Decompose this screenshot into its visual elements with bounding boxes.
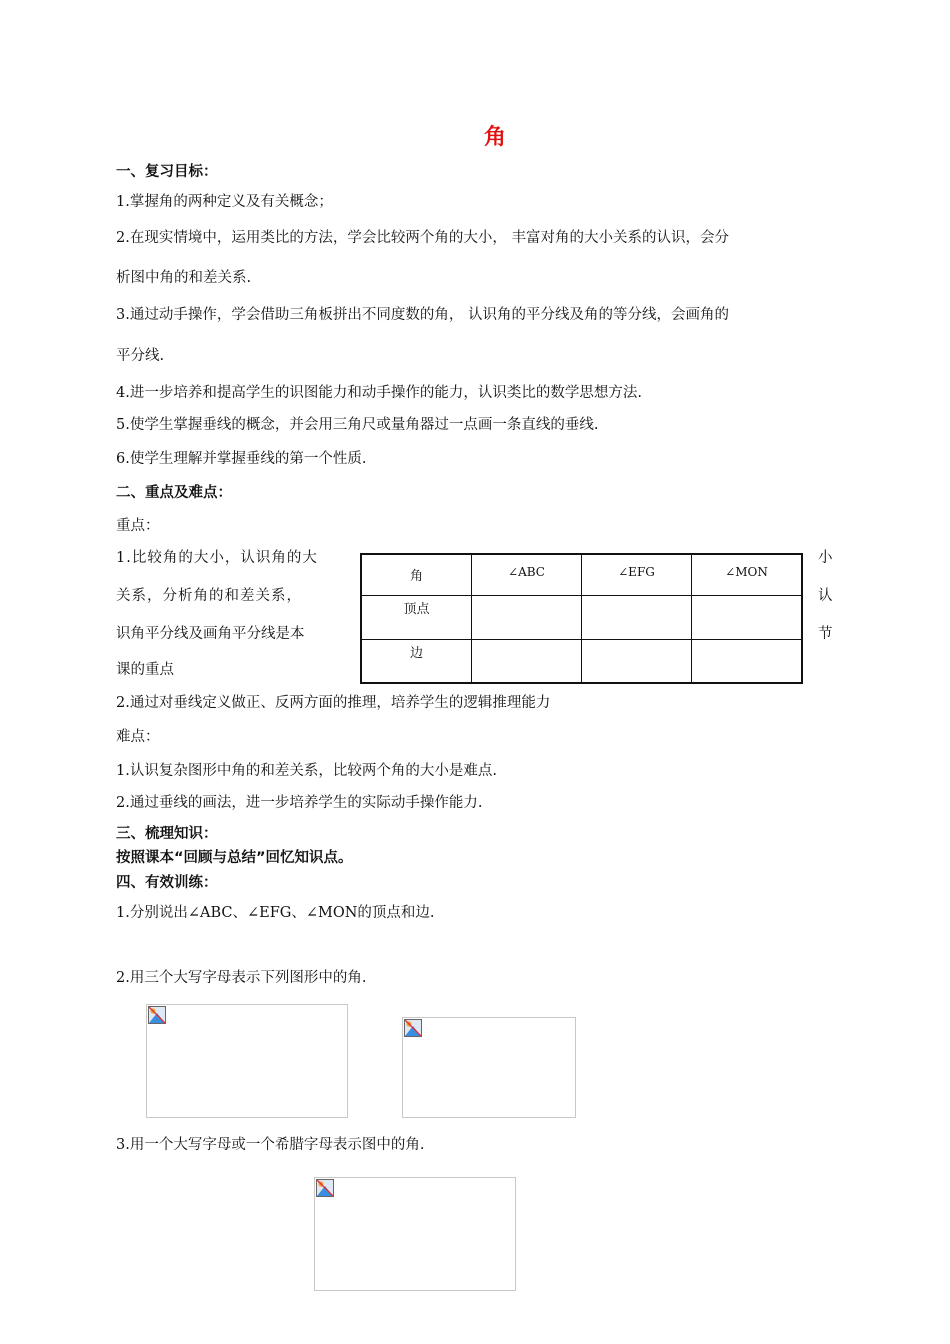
goal-item: 3.通过动手操作，学会借助三角板拼出不同度数的角， 认识角的平分线及角的等分线，会画角的	[116, 307, 729, 323]
broken-image-icon	[404, 1019, 422, 1037]
key-point-1-line: 1.比较角的大小，认识角的大	[116, 550, 318, 566]
exercise-1: 1.分别说出∠ABC、∠EFG、∠MON的顶点和边.	[116, 905, 435, 921]
key-point-1-wrap: 认	[818, 588, 833, 604]
table-header-cell: 角	[361, 554, 472, 596]
key-point-1-line: 识角平分线及画角平分线是本	[116, 626, 305, 642]
table-row	[361, 640, 802, 684]
broken-image-icon	[316, 1179, 334, 1197]
difficult-point-2: 2.通过垂线的画法，进一步培养学生的实际动手操作能力.	[116, 795, 483, 811]
key-point-1-line: 关系，分析角的和差关系，	[116, 588, 302, 604]
goal-item: 5.使学生掌握垂线的概念，并会用三角尺或量角器过一点画一条直线的垂线.	[116, 417, 599, 433]
table-cell	[582, 596, 692, 640]
exercise-2: 2.用三个大写字母表示下列图形中的角.	[116, 970, 367, 986]
key-point-1-line: 课的重点	[116, 662, 174, 678]
figure-placeholder	[146, 1004, 348, 1118]
difficult-points-label: 难点：	[116, 729, 160, 745]
table-cell	[472, 596, 582, 640]
table-cell	[692, 596, 803, 640]
page-title: 角	[483, 125, 506, 150]
table-header-cell: ∠EFG	[582, 554, 692, 596]
key-point-2: 2.通过对垂线定义做正、反两方面的推理，培养学生的逻辑推理能力	[116, 695, 551, 711]
key-points-label: 重点：	[116, 518, 160, 534]
table-header-cell: ∠MON	[692, 554, 803, 596]
goal-item: 1.掌握角的两种定义及有关概念；	[116, 194, 333, 210]
key-point-1-wrap: 节	[818, 626, 833, 642]
section3-heading: 三、梳理知识：	[116, 826, 218, 842]
table-cell: 顶点	[361, 596, 472, 640]
table-cell	[692, 640, 803, 684]
goal-item: 平分线.	[116, 348, 165, 364]
goal-item: 2.在现实情境中，运用类比的方法，学会比较两个角的大小， 丰富对角的大小关系的认识，会分	[116, 230, 729, 246]
section2-heading: 二、重点及难点：	[116, 485, 232, 501]
table-cell: 边	[361, 640, 472, 684]
exercise-3: 3.用一个大写字母或一个希腊字母表示图中的角.	[116, 1137, 425, 1153]
difficult-point-1: 1.认识复杂图形中角的和差关系，比较两个角的大小是难点.	[116, 763, 497, 779]
section3-body: 按照课本“回顾与总结”回忆知识点。	[116, 850, 353, 866]
key-point-1-wrap: 小	[818, 550, 833, 566]
table-cell	[582, 640, 692, 684]
table-header-row	[361, 554, 802, 596]
figure-placeholder	[402, 1017, 576, 1118]
goal-item: 4.进一步培养和提高学生的识图能力和动手操作的能力，认识类比的数学思想方法.	[116, 385, 642, 401]
table-row	[361, 596, 802, 640]
goal-item: 析图中角的和差关系.	[116, 270, 252, 286]
section1-heading: 一、复习目标：	[116, 164, 218, 180]
table-header-cell: ∠ABC	[472, 554, 582, 596]
angle-table	[360, 553, 803, 684]
table-cell	[472, 640, 582, 684]
goal-item: 6.使学生理解并掌握垂线的第一个性质.	[116, 451, 367, 467]
figure-placeholder	[314, 1177, 516, 1291]
broken-image-icon	[148, 1006, 166, 1024]
section4-heading: 四、有效训练：	[116, 875, 218, 891]
